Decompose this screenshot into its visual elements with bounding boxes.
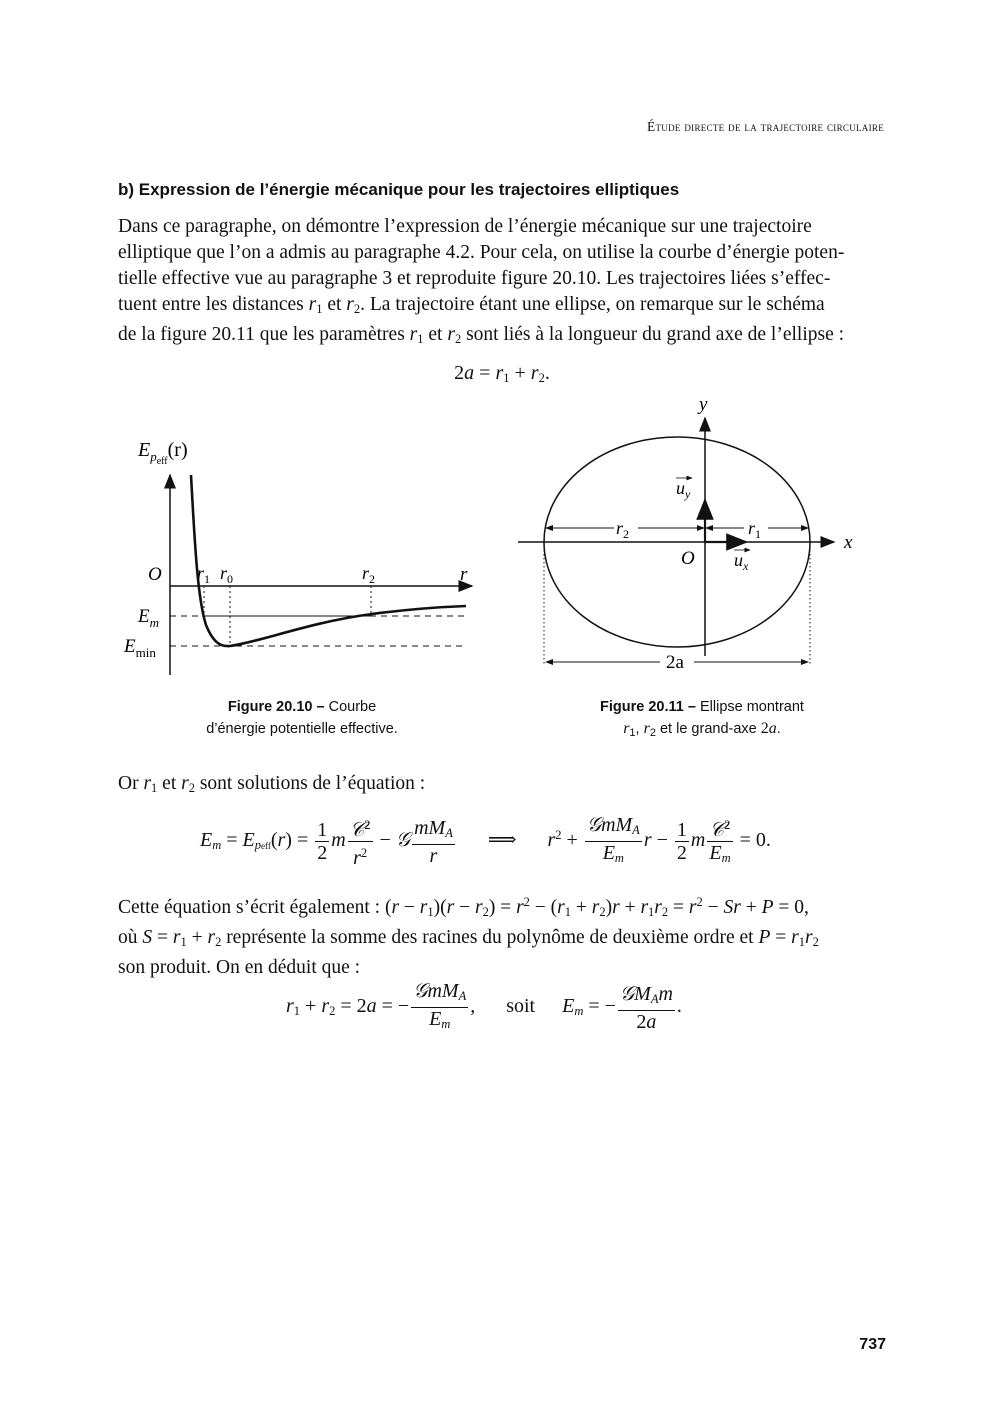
section-title: b) Expression de l’énergie mécanique pour les trajectoires elliptiques <box>118 180 680 199</box>
r2-label: $r_2$ <box>616 518 630 541</box>
em-label: $E_m$ <box>138 606 159 630</box>
factorization-line-1: Cette équation s’écrit également : $(r - r_1)(r - r_2) = r^2 - (r_1 + r_2)r + r_1r_2 = r^2 - Sr + P = 0$, <box>118 895 809 919</box>
factorization-paragraph <box>118 889 886 981</box>
equation-energy: $E_m = E_{peff}(r)$ = $\frac{1}{2}$ m $\frac{𝒞^2}{r^2}$ − 𝒢 $\frac{mM_A}{r}$ ⟹ $r^2$ + $\frac{𝒢mM_A}{E_m}$ r − $\frac{1}{2}$ m $\frac{𝒞^2}{E_m}$ = 0. <box>200 814 771 869</box>
y-axis-label: y <box>699 394 708 415</box>
potential-curve <box>191 475 466 646</box>
r1-label: $r_1$ <box>197 563 211 586</box>
figure-ellipse <box>510 390 870 680</box>
intro-line-2: elliptique que l’on a admis au paragraphe 4.2. Pour cela, on utilise la courbe d’énergie poten- <box>118 242 845 263</box>
figure-10-caption: Figure 20.10 – Courbe d’énergie potentielle effective. <box>206 699 398 737</box>
ux-label: $u_x$ <box>734 550 749 573</box>
soit-word: soit <box>506 995 536 1018</box>
emin-label: $E_{min}$ <box>124 636 156 660</box>
intro-line-3: tielle effective vue au paragraphe 3 et reproduite figure 20.10. Les trajectoires liées s’effec- <box>118 268 831 289</box>
solution-sentence: Or $r_1$ et $r_2$ sont solutions de l’équation : <box>118 773 426 795</box>
factorization-line-2: où $S = r_1 + r_2$ représente la somme des racines du polynôme de deuxième ordre et $P = r_1r_2$ <box>118 927 819 949</box>
intro-line-4: tuent entre les distances $r_1$ et $r_2$. La trajectoire étant une ellipse, on remarque sur le schéma <box>118 294 825 316</box>
equation-major-axis: $2a = r_1 + r_2$. <box>454 362 550 385</box>
r1-label: $r_1$ <box>748 518 762 541</box>
y-axis-label: $E_peff(r)$ <box>138 439 188 467</box>
figure-11-caption: Figure 20.11 – Ellipse montrant $r_1$, $r_2$ et le grand-axe 2a. <box>600 699 804 739</box>
major-axis-label: 2a <box>666 652 684 673</box>
origin-label: O <box>148 564 162 585</box>
x-axis-label: r <box>460 564 468 585</box>
intro-line-5: de la figure 20.11 que les paramètres $r_1$ et $r_2$ sont liés à la longueur du grand axe de l’ellipse : <box>118 324 845 346</box>
r2-label: $r_2$ <box>362 563 376 586</box>
equation-result: $r_1 + r_2 = 2a$ = − $\frac{𝒢mM_A}{E_m}$ , soit $E_m$ = − $\frac{𝒢M_Am}{2a}$ . <box>286 980 682 1033</box>
intro-paragraph <box>118 214 886 352</box>
figure-effective-potential <box>110 430 490 680</box>
intro-line-1: Dans ce paragraphe, on démontre l’expression de l’énergie mécanique sur une trajectoire <box>118 216 812 237</box>
r0-label: $r_0$ <box>220 563 234 586</box>
uy-label: $u_y$ <box>676 478 691 501</box>
page-number: 737 <box>859 1336 886 1353</box>
factorization-line-3: son produit. On en déduit que : <box>118 957 361 978</box>
running-head: Étude directe de la trajectoire circulaire <box>646 119 884 134</box>
x-axis-label: x <box>844 532 853 553</box>
origin-label: O <box>681 548 695 569</box>
